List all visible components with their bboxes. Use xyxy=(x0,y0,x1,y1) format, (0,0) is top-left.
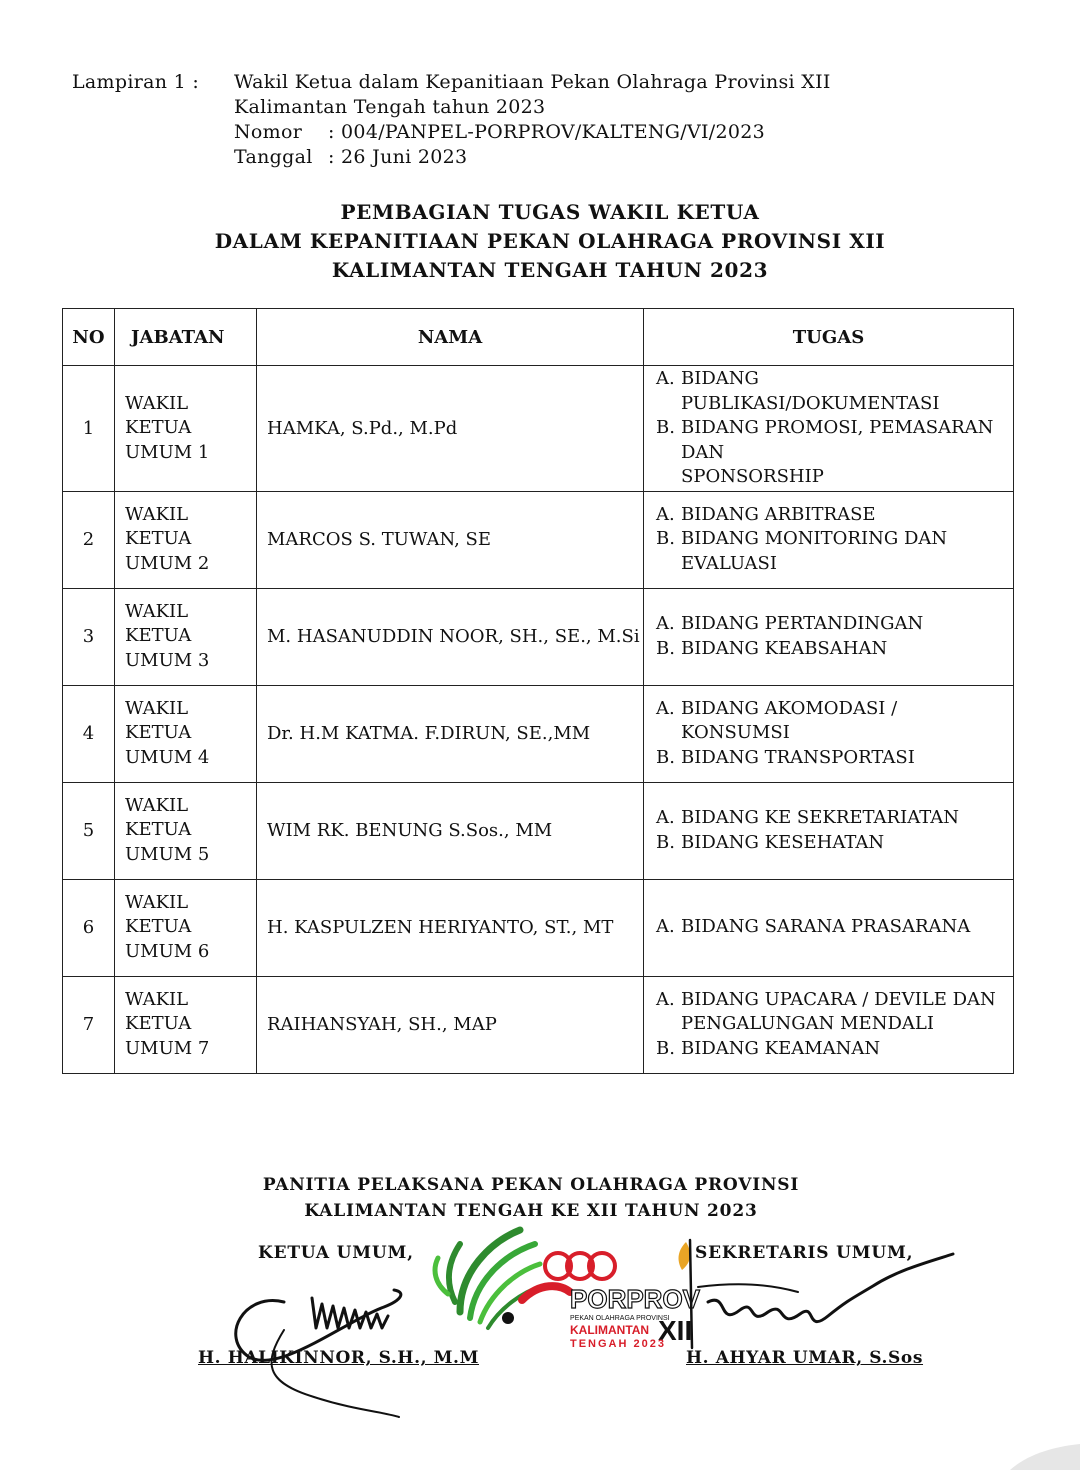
cell-nama: M. HASANUDDIN NOOR, SH., SE., M.Si xyxy=(257,588,644,685)
cell-tugas xyxy=(644,976,1014,1073)
task-text: PENGALUNGAN MENDALI xyxy=(681,1013,934,1035)
assignment-table xyxy=(62,308,1014,1074)
nomor-value: : 004/PANPEL-PORPROV/KALTENG/VI/2023 xyxy=(328,121,766,143)
cell-nama: Dr. H.M KATMA. F.DIRUN, SE.,MM xyxy=(257,685,644,782)
document-title xyxy=(0,198,1080,285)
jabatan-line: KETUA xyxy=(125,722,192,744)
task-line xyxy=(656,806,1007,831)
cell-no: 4 xyxy=(63,685,115,782)
secretary-title: SEKRETARIS UMUM, xyxy=(695,1243,914,1263)
logo-region-2: TENGAH 2023 xyxy=(570,1338,666,1350)
task-text: BIDANG UPACARA / DEVILE DAN xyxy=(681,988,996,1010)
table-row xyxy=(63,685,1014,782)
task-line xyxy=(656,503,1007,528)
cell-nama: H. KASPULZEN HERIYANTO, ST., MT xyxy=(257,879,644,976)
chairman-name: H. HALIKINNOR, S.H., M.M xyxy=(198,1348,479,1368)
cell-jabatan xyxy=(115,879,257,976)
table-row xyxy=(63,588,1014,685)
attachment-subject-line1: Wakil Ketua dalam Kepanitiaan Pekan Olahraga Provinsi XII xyxy=(234,71,831,93)
task-text: BIDANG KE SEKRETARIATAN xyxy=(681,807,960,828)
logo-roman: XII xyxy=(658,1315,693,1346)
task-line xyxy=(656,831,1007,856)
cell-jabatan xyxy=(115,588,257,685)
cell-jabatan xyxy=(115,491,257,588)
task-line xyxy=(656,465,1007,490)
cell-no: 2 xyxy=(63,491,115,588)
jabatan-line: UMUM 7 xyxy=(125,1037,210,1059)
committee-line-2: KALIMANTAN TENGAH KE XII TAHUN 2023 xyxy=(304,1201,758,1221)
task-line xyxy=(656,527,1007,576)
cell-jabatan xyxy=(115,366,257,492)
logo-brand: PORPROV xyxy=(570,1284,701,1314)
jabatan-line: WAKIL xyxy=(125,794,189,816)
header-tugas: TUGAS xyxy=(644,309,1014,366)
jabatan-line: KETUA xyxy=(125,916,192,938)
jabatan-line: UMUM 5 xyxy=(125,843,210,865)
task-line xyxy=(656,1037,1007,1062)
cell-nama: MARCOS S. TUWAN, SE xyxy=(257,491,644,588)
task-letter: A. xyxy=(656,613,675,634)
tanggal-label: Tanggal xyxy=(234,146,313,168)
task-letter: B. xyxy=(656,746,675,768)
jabatan-line: KETUA xyxy=(125,417,192,438)
task-letter: B. xyxy=(656,637,675,659)
table-row xyxy=(63,879,1014,976)
task-letter xyxy=(656,1012,681,1037)
task-line xyxy=(656,367,1007,416)
task-text: BIDANG MONITORING DAN EVALUASI xyxy=(681,528,948,574)
task-text: BIDANG KESEHATAN xyxy=(681,831,885,853)
cell-jabatan xyxy=(115,782,257,879)
chairman-signature xyxy=(224,1262,464,1422)
task-line xyxy=(656,1012,1007,1037)
cell-jabatan xyxy=(115,685,257,782)
table-row xyxy=(63,491,1014,588)
task-letter: B. xyxy=(656,831,675,853)
jabatan-line: WAKIL xyxy=(125,988,189,1010)
cell-no: 5 xyxy=(63,782,115,879)
task-line xyxy=(656,988,1007,1013)
cell-nama: HAMKA, S.Pd., M.Pd xyxy=(257,366,644,492)
table-row xyxy=(63,782,1014,879)
task-letter: A. xyxy=(656,697,675,719)
task-text: BIDANG TRANSPORTASI xyxy=(681,746,915,768)
task-letter xyxy=(656,465,681,490)
jabatan-line: UMUM 1 xyxy=(125,441,210,463)
task-letter: B. xyxy=(656,1037,675,1059)
committee-heading xyxy=(0,1172,1062,1224)
logo-subtitle: PEKAN OLAHRAGA PROVINSI xyxy=(570,1315,670,1322)
jabatan-line: KETUA xyxy=(125,819,192,841)
task-line xyxy=(656,746,1007,771)
table-row xyxy=(63,976,1014,1073)
task-letter: B. xyxy=(656,417,675,438)
nomor-label: Nomor xyxy=(234,121,303,143)
cell-tugas xyxy=(644,685,1014,782)
jabatan-line: KETUA xyxy=(125,1013,192,1035)
cell-no: 1 xyxy=(63,366,115,492)
task-letter: A. xyxy=(656,988,675,1010)
cell-tugas xyxy=(644,588,1014,685)
task-line xyxy=(656,612,1007,637)
task-text: SPONSORSHIP xyxy=(681,466,824,487)
header-no: NO xyxy=(63,309,115,366)
logo-region-1: KALIMANTAN xyxy=(570,1323,650,1337)
header-jabatan: JABATAN xyxy=(115,309,257,366)
task-line xyxy=(656,697,1007,746)
table-header-row xyxy=(63,309,1014,366)
committee-line-1: PANITIA PELAKSANA PEKAN OLAHRAGA PROVINSI xyxy=(262,1175,800,1195)
task-text: BIDANG PUBLIKASI/DOKUMENTASI xyxy=(681,368,940,414)
jabatan-line: UMUM 2 xyxy=(125,552,210,574)
cell-tugas xyxy=(644,366,1014,492)
cell-tugas xyxy=(644,782,1014,879)
jabatan-line: WAKIL xyxy=(125,697,189,719)
secretary-name: H. AHYAR UMAR, S.Sos xyxy=(686,1348,924,1368)
title-line-2: DALAM KEPANITIAAN PEKAN OLAHRAGA PROVINSI XII xyxy=(214,229,886,253)
chairman-title: KETUA UMUM, xyxy=(258,1243,414,1263)
task-text: BIDANG AKOMODASI / KONSUMSI xyxy=(681,697,898,744)
attachment-subject-line2: Kalimantan Tengah tahun 2023 xyxy=(234,96,546,118)
task-text: BIDANG PROMOSI, PEMASARAN DAN xyxy=(681,417,994,463)
jabatan-line: UMUM 4 xyxy=(125,746,210,768)
jabatan-line: WAKIL xyxy=(125,503,189,525)
cell-nama: WIM RK. BENUNG S.Sos., MM xyxy=(257,782,644,879)
header-nama: NAMA xyxy=(257,309,644,366)
cell-no: 3 xyxy=(63,588,115,685)
jabatan-line: KETUA xyxy=(125,625,192,647)
cell-tugas xyxy=(644,879,1014,976)
task-letter: A. xyxy=(656,503,675,525)
task-letter: B. xyxy=(656,528,675,550)
task-text: BIDANG SARANA PRASARANA xyxy=(681,916,971,938)
page-curl-shadow xyxy=(990,1440,1080,1470)
task-letter: A. xyxy=(656,916,675,938)
tanggal-value: : 26 Juni 2023 xyxy=(328,146,468,168)
jabatan-line: UMUM 3 xyxy=(125,649,210,671)
task-line xyxy=(656,637,1007,662)
table-row xyxy=(63,366,1014,492)
jabatan-line: UMUM 6 xyxy=(125,940,210,962)
task-text: BIDANG KEABSAHAN xyxy=(681,637,888,659)
task-text: BIDANG ARBITRASE xyxy=(681,503,876,525)
cell-no: 6 xyxy=(63,879,115,976)
jabatan-line: WAKIL xyxy=(125,891,189,913)
jabatan-line: WAKIL xyxy=(125,392,189,414)
title-line-3: KALIMANTAN TENGAH TAHUN 2023 xyxy=(331,258,769,282)
jabatan-line: KETUA xyxy=(125,528,192,550)
cell-tugas xyxy=(644,491,1014,588)
attachment-header xyxy=(72,70,831,170)
jabatan-line: WAKIL xyxy=(125,600,189,622)
task-line xyxy=(656,416,1007,465)
task-text: BIDANG PERTANDINGAN xyxy=(681,613,924,634)
leaf-icon xyxy=(435,1230,542,1328)
secretary-signature xyxy=(678,1232,958,1352)
task-letter: A. xyxy=(656,807,675,828)
attachment-label: Lampiran 1 : xyxy=(72,71,200,93)
cell-nama: RAIHANSYAH, SH., MAP xyxy=(257,976,644,1073)
task-line xyxy=(656,915,1007,940)
table-body xyxy=(63,366,1014,1074)
task-letter: A. xyxy=(656,368,675,389)
cell-no: 7 xyxy=(63,976,115,1073)
title-line-1: PEMBAGIAN TUGAS WAKIL KETUA xyxy=(340,200,760,224)
cell-jabatan xyxy=(115,976,257,1073)
task-text: BIDANG KEAMANAN xyxy=(681,1037,881,1059)
